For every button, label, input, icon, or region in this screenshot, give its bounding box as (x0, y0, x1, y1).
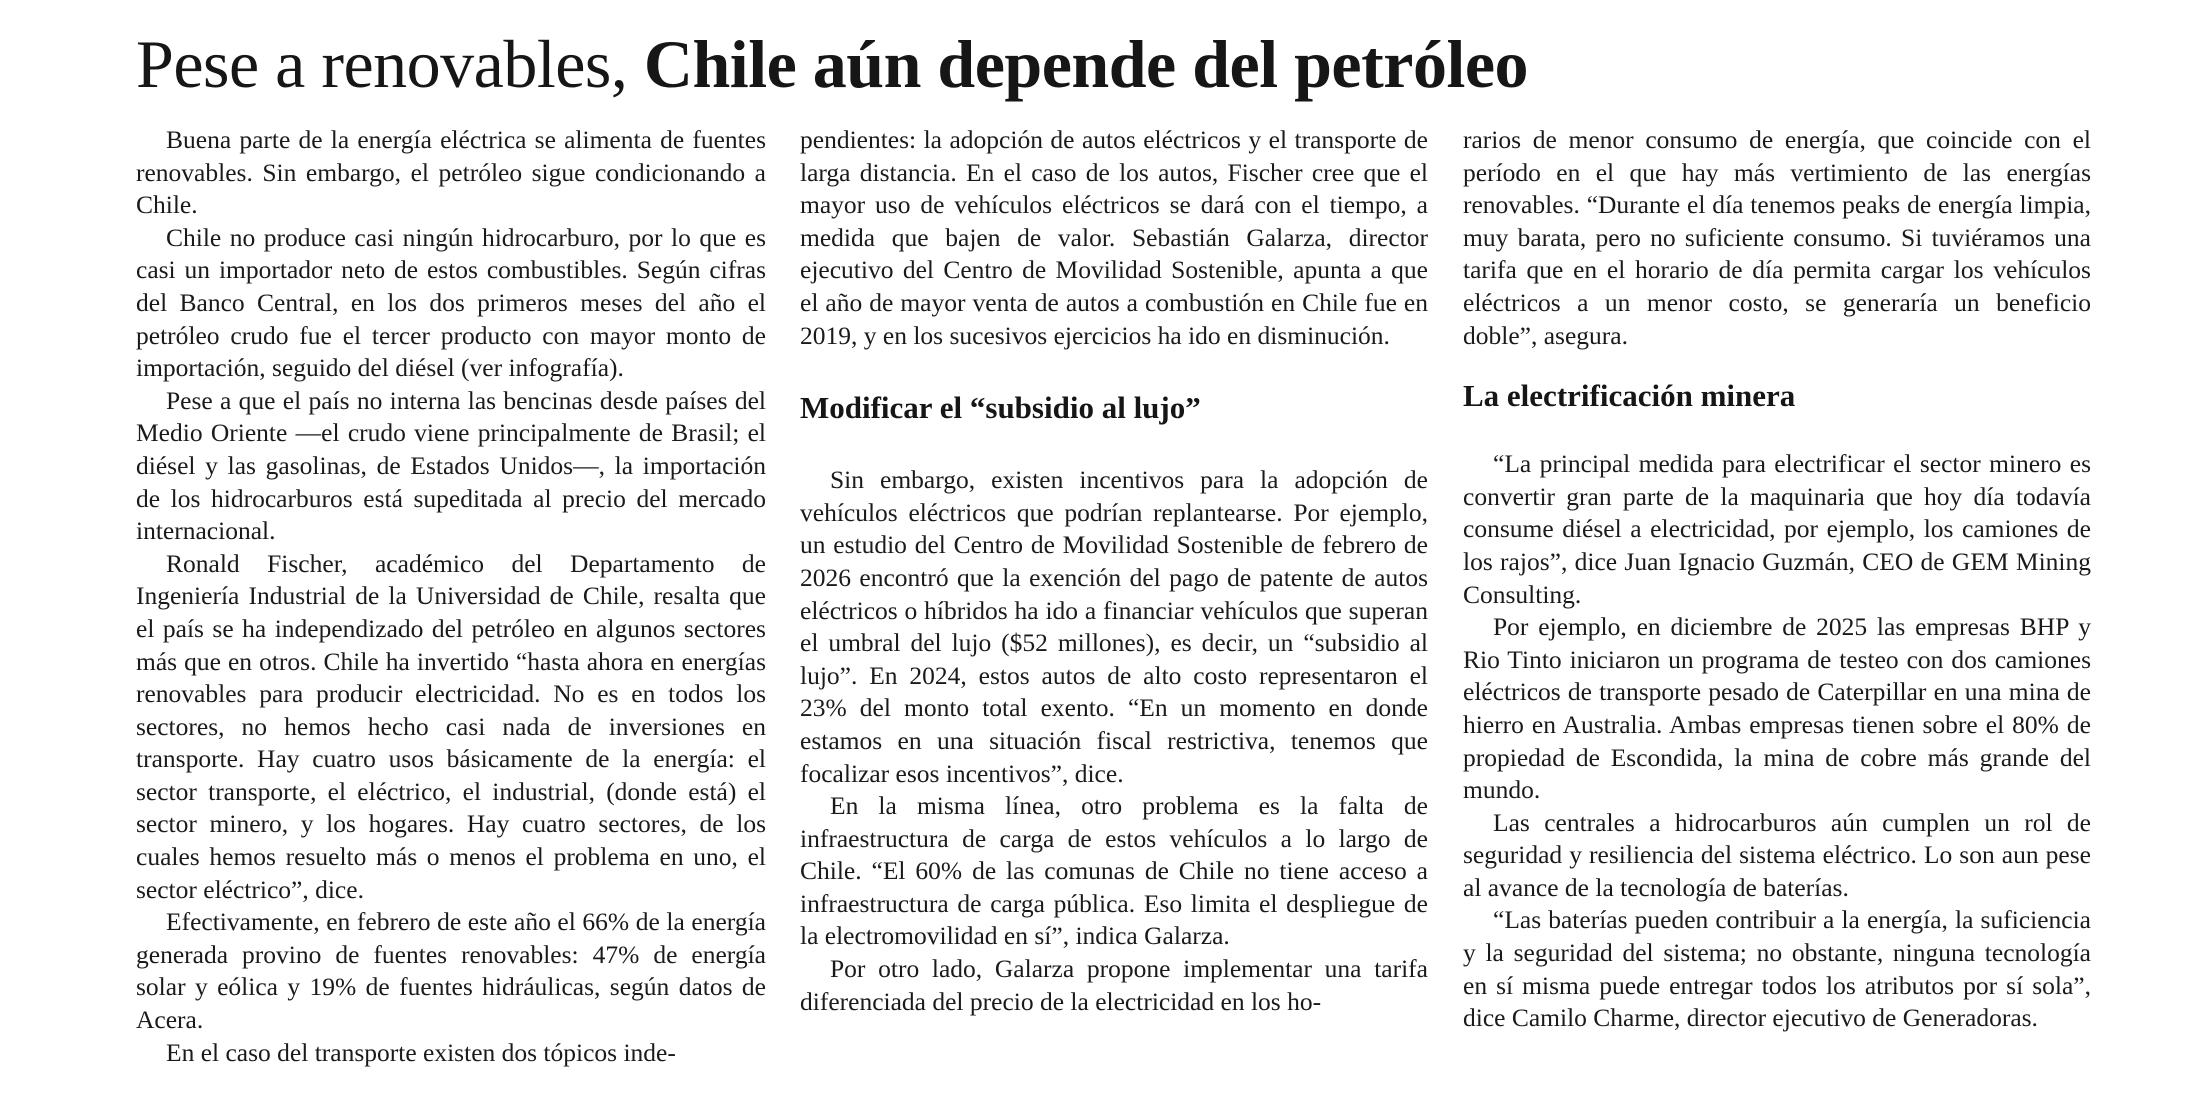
article-column-3 (1463, 124, 2091, 1035)
paragraph: Por otro lado, Galarza propone implementar una tarifa diferenciada del precio de la electricidad en los ho- (800, 954, 1428, 1016)
paragraph-continued: rarios de menor consumo de energía, que coincide con el período en el que hay más vertimiento de las energías renovables. “Durante el día tenemos peaks de energía limpia, muy barata, pero no suficiente consumo. Si tuviéramos una tarifa que en el horario de día permita cargar los vehículos eléctricos a un menor costo, se generaría un beneficio doble”, asegura. (1463, 125, 2091, 350)
headline (136, 22, 1528, 106)
paragraph: “Las baterías pueden contribuir a la energía, la suficiencia y la seguridad del sistema; no obstante, ninguna tecnología en sí misma puede entregar todos los atributos por sí sola”, dice Camilo Charme, director ejecutivo de Generadoras. (1463, 905, 2091, 1033)
section-heading-mineria: La electrificación minera (1463, 378, 1796, 414)
paragraph: Pese a que el país no interna las bencinas desde países del Medio Oriente —el crudo viene principalmente de Brasil; el diésel y las gasolinas, de Estados Unidos—, la importación de los hidrocarburos está supeditada al precio del mercado internacional. (136, 385, 766, 546)
paragraph: Chile no produce casi ningún hidrocarburo, por lo que es casi un importador neto de estos combustibles. Según cifras del Banco Central, en los dos primeros meses del año el petróleo crudo fue el tercer producto con mayor monto de importación, seguido del diésel (ver infografía). (136, 222, 766, 383)
headline-bold: Chile aún depende del petróleo (643, 26, 1529, 102)
headline-light: Pese a renovables, (136, 26, 644, 102)
article-column-1 (136, 124, 766, 1069)
paragraph: Buena parte de la energía eléctrica se alimenta de fuentes renovables. Sin embargo, el petróleo sigue condicionando a Chile. (136, 125, 766, 220)
paragraph: “La principal medida para electrificar el sector minero es convertir gran parte de la maquinaria que hoy día todavía consume diésel a electricidad, por ejemplo, los camiones de los rajos”, dice Juan Ignacio Guzmán, CEO de GEM Mining Consulting. (1463, 449, 2091, 609)
paragraph: En el caso del transporte existen dos tópicos inde- (166, 1037, 676, 1067)
paragraph: En la misma línea, otro problema es la falta de infraestructura de carga de estos vehículos a lo largo de Chile. “El 60% de las comunas de Chile no tiene acceso a infraestructura de carga pública. Eso limita el despliegue de la electromovilidad en sí”, indica Galarza. (800, 791, 1428, 951)
section-heading-subsidio: Modificar el “subsidio al lujo” (800, 390, 1201, 426)
paragraph: Ronald Fischer, académico del Departamento de Ingeniería Industrial de la Universidad de Chile, resalta que el país se ha independizado del petróleo en algunos sectores más que en otros. Chile ha invertido “hasta ahora en energías renovables para producir electricidad. No es en todos los sectores, no hemos hecho casi nada de inversiones en transporte. Hay cuatro usos básicamente de la energía: el sector transporte, el eléctrico, el industrial, (donde está) el sector minero, y los hogares. Hay cuatro sectores, de los cuales hemos resuelto más o menos el problema en uno, el sector eléctrico”, dice. (136, 548, 766, 904)
paragraph: Por ejemplo, en diciembre de 2025 las empresas BHP y Rio Tinto iniciaron un programa de testeo con dos camiones eléctricos de transporte pesado de Caterpillar en una mina de hierro en Australia. Ambas empresas tienen sobre el 80% de propiedad de Escondida, la mina de cobre más grande del mundo. (1463, 612, 2091, 805)
paragraph: Efectivamente, en febrero de este año el 66% de la energía generada provino de fuentes renovables: 47% de energía solar y eólica y 19% de fuentes hidráulicas, según datos de Acera. (136, 907, 766, 1035)
article-column-2 (800, 124, 1428, 1018)
paragraph: Las centrales a hidrocarburos aún cumplen un rol de seguridad y resiliencia del sistema eléctrico. Lo son aun pese al avance de la tecnología de baterías. (1463, 807, 2091, 902)
paragraph: Sin embargo, existen incentivos para la adopción de vehículos eléctricos que podrían replantearse. Por ejemplo, un estudio del Centro de Movilidad Sostenible de febrero de 2026 encontró que la exención del pago de patente de autos eléctricos o híbridos ha ido a financiar vehículos que superan el umbral del lujo ($52 millones), es decir, un “subsidio al lujo”. En 2024, estos autos de alto costo representaron el 23% del monto total exento. “En un momento en donde estamos en una situación fiscal restrictiva, tenemos que focalizar esos incentivos”, dice. (800, 465, 1428, 788)
paragraph-continued: pendientes: la adopción de autos eléctricos y el transporte de larga distancia. En el caso de los autos, Fischer cree que el mayor uso de vehículos eléctricos se dará con el tiempo, a medida que bajen de valor. Sebastián Galarza, director ejecutivo del Centro de Movilidad Sostenible, apunta a que el año de mayor venta de autos a combustión en Chile fue en 2019, y en los sucesivos ejercicios ha ido en disminución. (800, 125, 1428, 350)
